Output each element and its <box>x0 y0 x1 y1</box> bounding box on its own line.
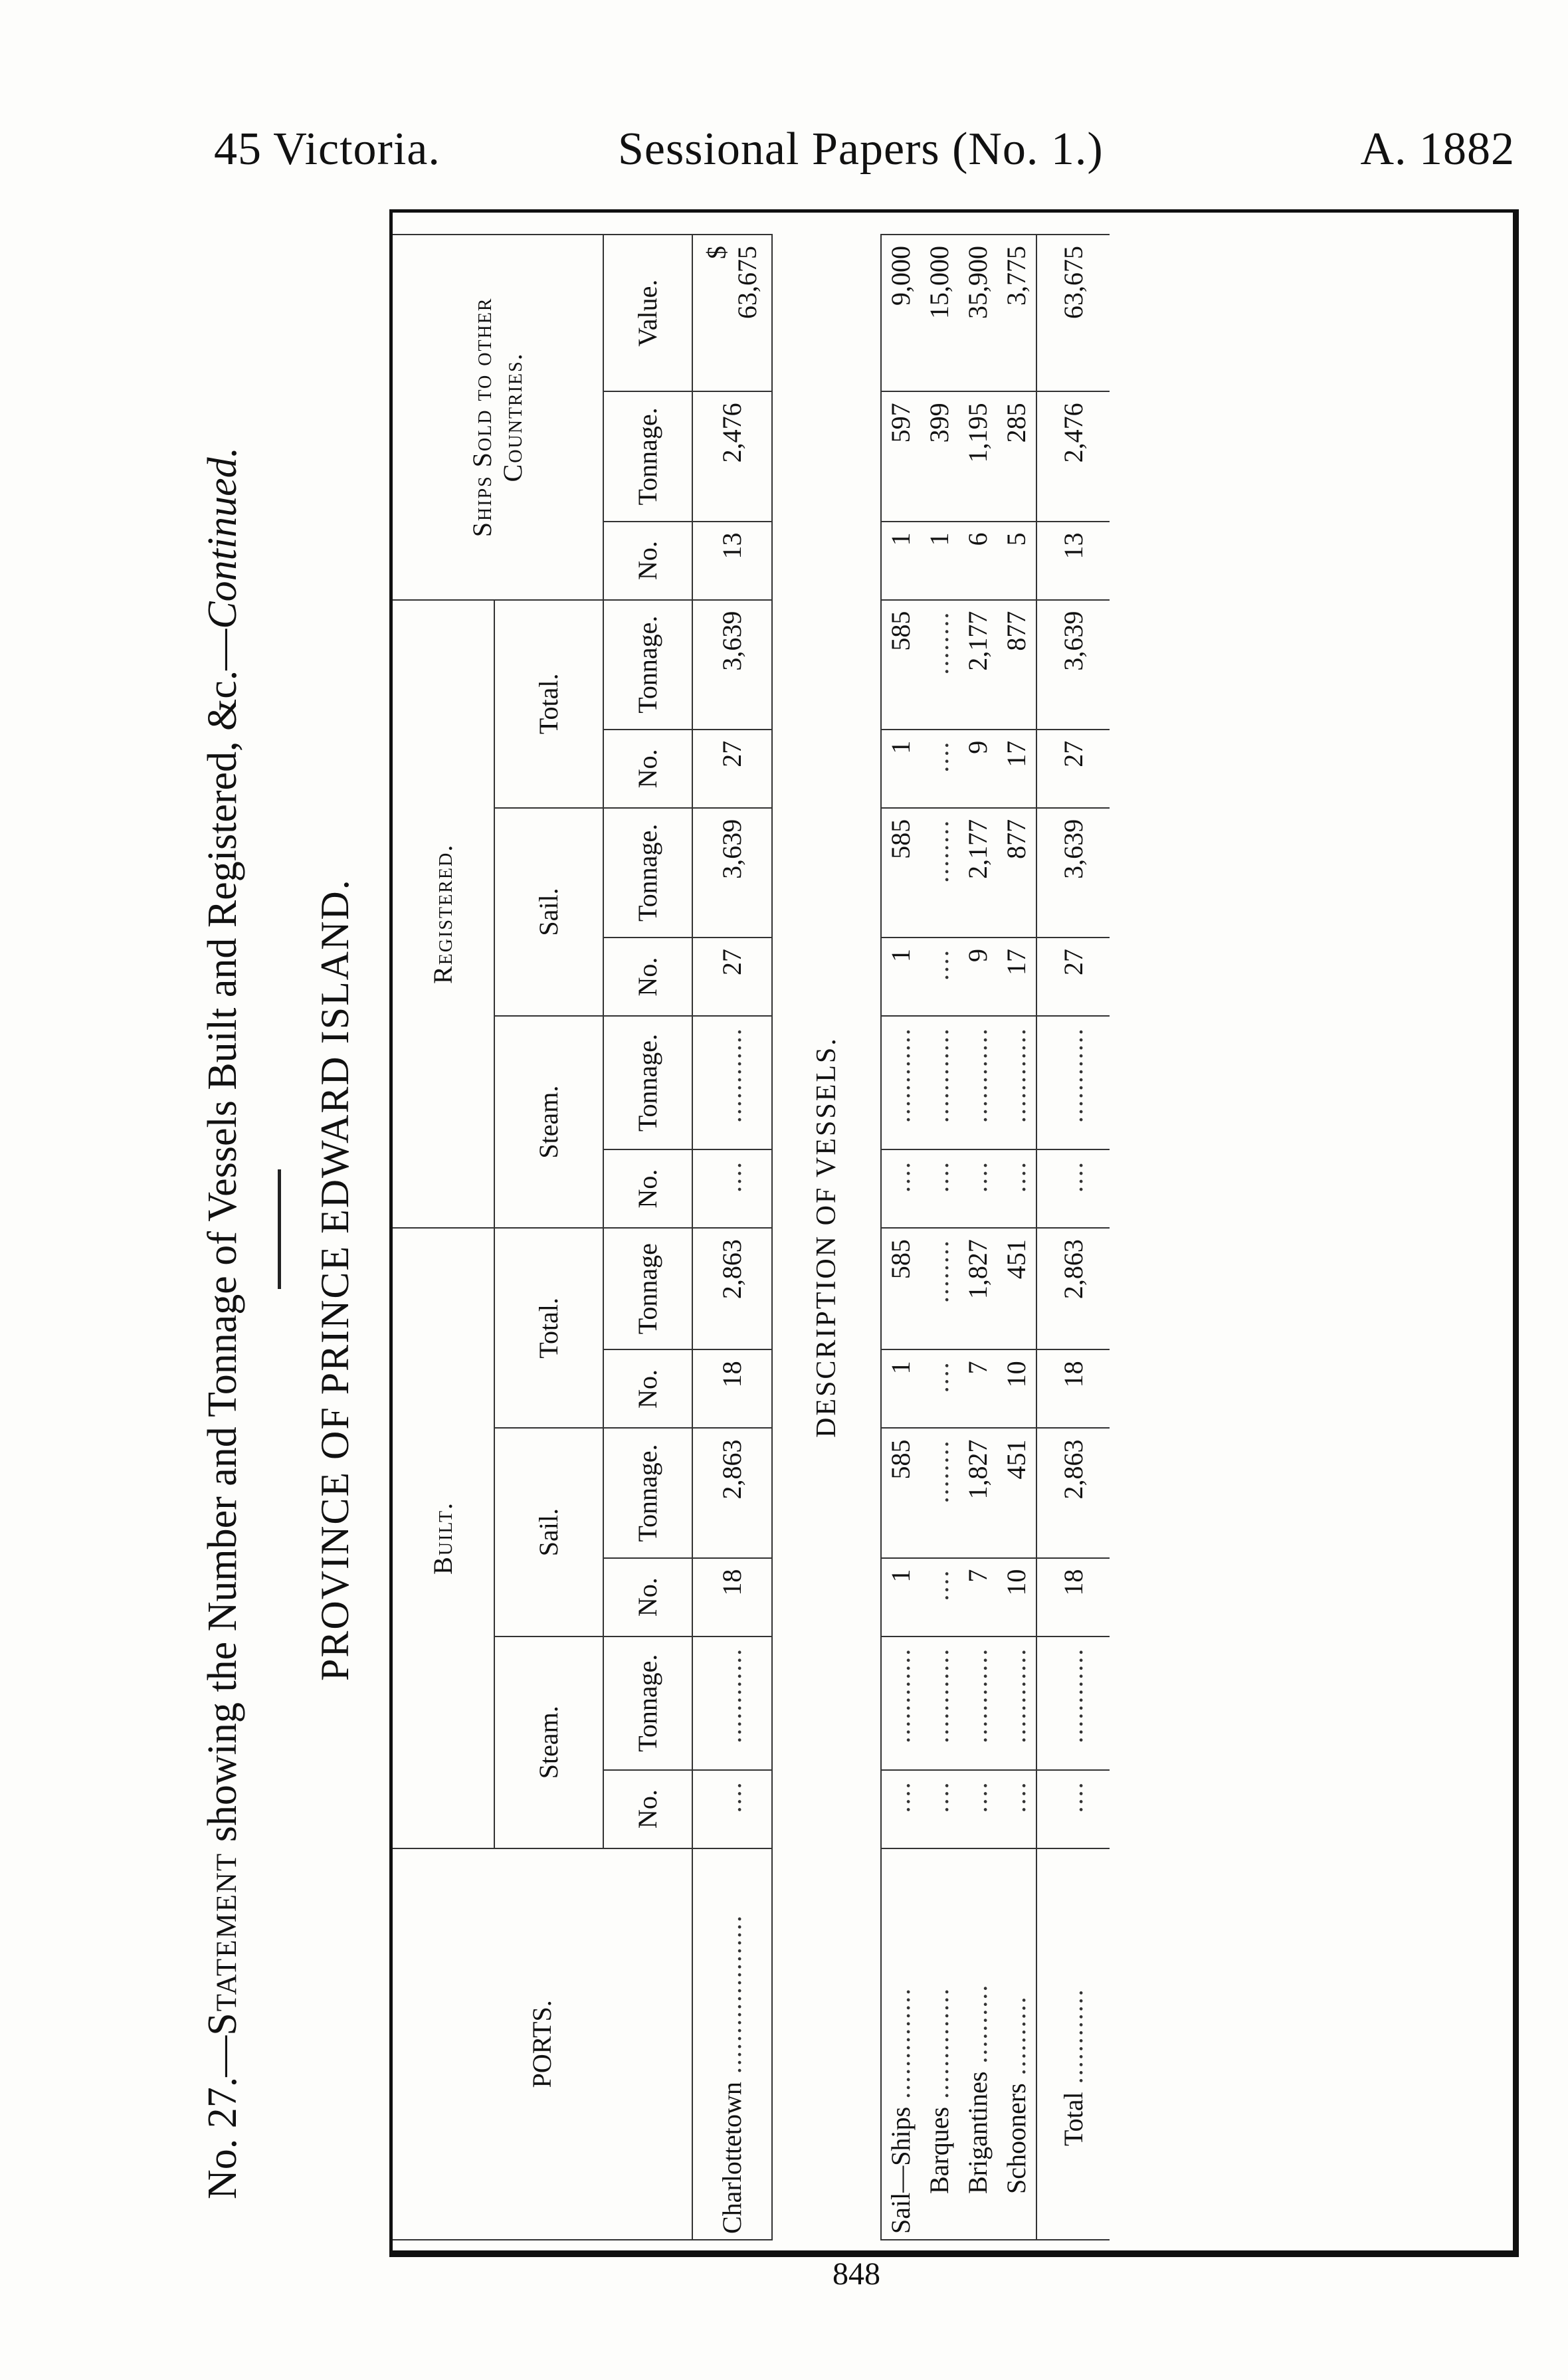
table-header <box>393 235 692 2240</box>
table-cell: .... <box>692 1149 772 1228</box>
table-cell: 2,177 <box>959 808 997 938</box>
table-cell: .... <box>959 1149 997 1228</box>
table-cell: 399 <box>920 391 959 521</box>
table-cell: ............ <box>959 1636 997 1770</box>
table-cell: 27 <box>692 938 772 1016</box>
table-row <box>692 235 772 2240</box>
table-cell: ........ <box>920 1428 959 1557</box>
table-row <box>959 235 997 2240</box>
table-cell: .... <box>997 1770 1036 1848</box>
table-cell: 3,775 <box>997 235 1036 391</box>
table-cell: 3,639 <box>692 808 772 938</box>
table-cell: .... <box>920 1770 959 1848</box>
table-cell: 9,000 <box>881 235 920 391</box>
col-header-tonnage: Tonnage. <box>603 1428 692 1557</box>
col-header-no: No. <box>603 730 692 808</box>
table-cell: 1 <box>881 1558 920 1636</box>
col-header-no: No. <box>603 1149 692 1228</box>
table-cell: 10 <box>997 1349 1036 1428</box>
table-cell: .... <box>920 730 959 808</box>
table-cell: 18 <box>692 1349 772 1428</box>
table-cell: 18 <box>1036 1349 1110 1428</box>
ports-header: PORTS. <box>393 1848 692 2240</box>
table-cell: ............ <box>881 1636 920 1770</box>
table-cell: ............ <box>881 1016 920 1149</box>
table-cell: 13 <box>1036 522 1110 600</box>
col-header-tonnage: Tonnage. <box>603 600 692 730</box>
vessel-name-cell: Schooners .......... <box>997 1848 1036 2240</box>
table-cell: 9 <box>959 730 997 808</box>
table-cell: 10 <box>997 1558 1036 1636</box>
total-label-cell: Total ............ <box>1036 1848 1110 2240</box>
table-cell: .... <box>881 1149 920 1228</box>
col-header-tonnage: Tonnage. <box>603 1016 692 1149</box>
col-header-value: Value. <box>603 235 692 391</box>
col-header-tonnage: Tonnage <box>603 1228 692 1349</box>
vessel-name-cell: Brigantines .......... <box>959 1848 997 2240</box>
table-cell: 13 <box>692 522 772 600</box>
table-cell: ........ <box>920 600 959 730</box>
table-cell: 2,863 <box>1036 1228 1110 1349</box>
registered-group-header: Registered. <box>393 600 494 1228</box>
description-header: DESCRIPTION OF VESSELS. <box>772 235 881 2240</box>
ports-body <box>692 235 881 2240</box>
table-cell: 1 <box>920 522 959 600</box>
table-cell: .... <box>920 1349 959 1428</box>
table-cell: 5 <box>997 522 1036 600</box>
province-heading: PROVINCE OF PRINCE EDWARD ISLAND. <box>313 878 357 1681</box>
table-cell: 451 <box>997 1228 1036 1349</box>
table-cell: .... <box>881 1770 920 1848</box>
table-cell: ............ <box>692 1016 772 1149</box>
table-cell: ............ <box>920 1016 959 1149</box>
table-frame <box>389 209 1519 2257</box>
table-cell: ............ <box>1036 1636 1110 1770</box>
table-cell: 2,863 <box>692 1428 772 1557</box>
reg-steam-header: Steam. <box>494 1016 603 1228</box>
col-header-no: No. <box>603 1770 692 1848</box>
table-row <box>881 235 920 2240</box>
table-cell: 597 <box>881 391 920 521</box>
col-header-tonnage: Tonnage. <box>603 391 692 521</box>
table-cell: 7 <box>959 1558 997 1636</box>
vessels-table <box>393 234 1110 2240</box>
table-cell: 3,639 <box>1036 600 1110 730</box>
table-cell: .... <box>959 1770 997 1848</box>
title-rule <box>278 1169 281 1289</box>
table-cell: 585 <box>881 600 920 730</box>
built-steam-header: Steam. <box>494 1636 603 1848</box>
table-cell: ............ <box>959 1016 997 1149</box>
table-cell: 2,476 <box>1036 391 1110 521</box>
title-prefix: No. 27.— <box>200 2035 245 2199</box>
built-group-header: Built. <box>393 1228 494 1848</box>
col-header-no: No. <box>603 1349 692 1428</box>
port-name-cell: Charlottetown .................... <box>692 1848 772 2240</box>
table-cell: 3,639 <box>692 600 772 730</box>
table-cell: 2,177 <box>959 600 997 730</box>
table-cell: 27 <box>1036 938 1110 1016</box>
table-row <box>920 235 959 2240</box>
statement-title <box>199 206 272 2199</box>
table-cell: 17 <box>997 938 1036 1016</box>
reg-sail-header: Sail. <box>494 808 603 1016</box>
table-cell: .... <box>1036 1149 1110 1228</box>
table-cell: 9 <box>959 938 997 1016</box>
running-header <box>0 116 1568 183</box>
vessels-body <box>881 235 1110 2240</box>
col-header-no: No. <box>603 1558 692 1636</box>
table-cell: 6 <box>959 522 997 600</box>
table-cell: 1,827 <box>959 1228 997 1349</box>
table-cell: $ 63,675 <box>692 235 772 391</box>
table-cell: ........ <box>920 808 959 938</box>
table-cell: 17 <box>997 730 1036 808</box>
table-cell: 585 <box>881 808 920 938</box>
header-year: A. 1882 <box>1360 124 1515 175</box>
table-cell: 15,000 <box>920 235 959 391</box>
col-header-no: No. <box>603 938 692 1016</box>
built-total-header: Total. <box>494 1228 603 1428</box>
table-cell: 63,675 <box>1036 235 1110 391</box>
table-cell: 27 <box>692 730 772 808</box>
table-cell: 1 <box>881 1349 920 1428</box>
table-cell: 1,195 <box>959 391 997 521</box>
table-cell: 585 <box>881 1228 920 1349</box>
header-series: Sessional Papers (No. 1.) <box>618 124 1104 175</box>
table-cell: 27 <box>1036 730 1110 808</box>
title-rest: showing the Number and Tonnage of Vessels Built and Registered, &c.— <box>200 629 245 1852</box>
table-cell: 2,863 <box>692 1228 772 1349</box>
table-cell: ........ <box>920 1228 959 1349</box>
table-cell: .... <box>920 1558 959 1636</box>
col-header-tonnage: Tonnage. <box>603 1636 692 1770</box>
table-cell: 2,863 <box>1036 1428 1110 1557</box>
currency-symbol: $ <box>702 246 732 259</box>
table-cell: .... <box>920 1149 959 1228</box>
table-cell: 585 <box>881 1428 920 1557</box>
table-cell: ............ <box>997 1636 1036 1770</box>
table-cell: 2,476 <box>692 391 772 521</box>
vessel-name-cell: Sail—Ships .............. <box>881 1848 920 2240</box>
header-session: 45 Victoria. <box>214 124 441 175</box>
table-cell: ............ <box>920 1636 959 1770</box>
title-continued: Continued. <box>200 446 245 629</box>
table-row <box>997 235 1036 2240</box>
col-header-tonnage: Tonnage. <box>603 808 692 938</box>
sold-group-header: Ships Sold to other Countries. <box>393 235 603 600</box>
table-cell: 451 <box>997 1428 1036 1557</box>
reg-total-header: Total. <box>494 600 603 808</box>
built-sail-header: Sail. <box>494 1428 603 1636</box>
table-cell: .... <box>1036 1770 1110 1848</box>
table-cell: ............ <box>997 1016 1036 1149</box>
table-cell: .... <box>997 1149 1036 1228</box>
vessel-name-cell: Barques .............. <box>920 1848 959 2240</box>
table-cell: 877 <box>997 808 1036 938</box>
rotated-table-wrapper <box>393 213 1519 2257</box>
table-cell: 3,639 <box>1036 808 1110 938</box>
table-cell: 18 <box>692 1558 772 1636</box>
page-number: 848 <box>833 2256 880 2292</box>
total-row <box>1036 235 1110 2240</box>
table-cell: 35,900 <box>959 235 997 391</box>
table-cell: 1 <box>881 730 920 808</box>
description-section-row <box>772 235 881 2240</box>
col-header-no: No. <box>603 522 692 600</box>
table-cell: ............ <box>692 1636 772 1770</box>
table-cell: 1,827 <box>959 1428 997 1557</box>
table-cell: 1 <box>881 522 920 600</box>
table-cell: 18 <box>1036 1558 1110 1636</box>
table-cell: 285 <box>997 391 1036 521</box>
title-statement: Statement <box>200 1852 245 2036</box>
table-cell: .... <box>692 1770 772 1848</box>
table-cell: 1 <box>881 938 920 1016</box>
table-cell: 877 <box>997 600 1036 730</box>
table-cell: 7 <box>959 1349 997 1428</box>
table-cell: .... <box>920 938 959 1016</box>
table-cell: ............ <box>1036 1016 1110 1149</box>
